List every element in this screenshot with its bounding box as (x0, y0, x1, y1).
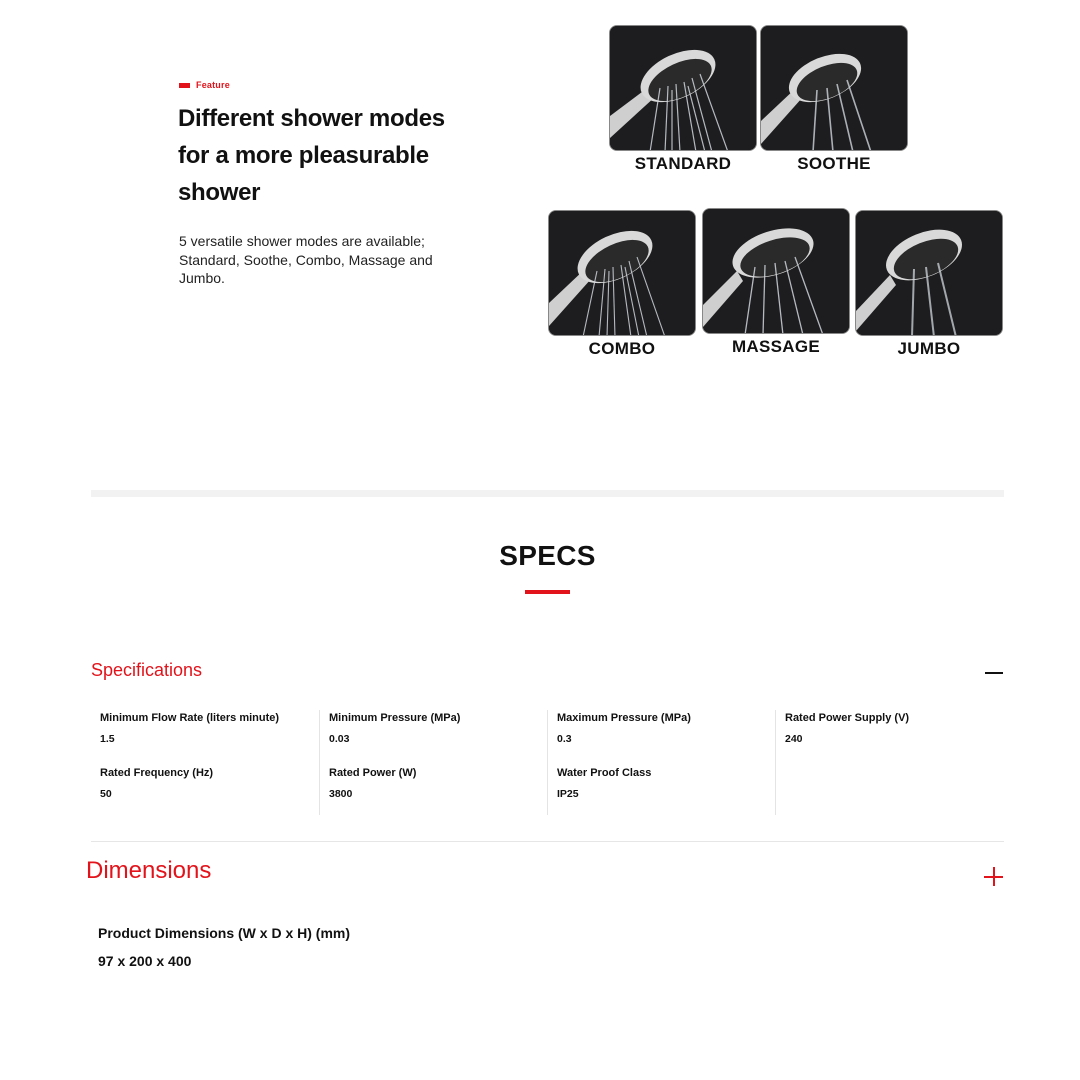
dimensions-accordion-title[interactable]: Dimensions (86, 857, 212, 884)
spec-name: Rated Power (W) (329, 767, 417, 779)
mode-label: STANDARD (634, 154, 732, 173)
spec-value: IP25 (557, 788, 579, 800)
feature-tag-marker (179, 83, 190, 88)
plus-icon[interactable] (984, 867, 1003, 886)
accordion-divider (91, 841, 1004, 842)
specifications-accordion-title[interactable]: Specifications (91, 660, 203, 680)
spec-column (547, 710, 775, 815)
shower-head-soothe-icon (760, 25, 908, 151)
feature-tag (179, 80, 230, 90)
spec-name: Minimum Pressure (MPa) (329, 712, 461, 724)
mode-label: JUMBO (897, 339, 961, 358)
spec-value: 240 (785, 733, 803, 745)
mode-jumbo (855, 210, 1003, 359)
mode-label: SOOTHE (797, 154, 871, 173)
spec-name: Rated Power Supply (V) (785, 712, 910, 724)
specs-heading-underline (525, 590, 570, 594)
shower-head-massage-icon (702, 208, 850, 334)
spec-value: 0.03 (329, 733, 350, 745)
section-divider (91, 490, 1004, 497)
spec-name: Rated Frequency (Hz) (100, 767, 214, 779)
spec-name: Minimum Flow Rate (liters minute) (100, 712, 280, 724)
mode-soothe (760, 25, 908, 174)
mode-label: COMBO (588, 339, 656, 358)
mode-standard (609, 25, 757, 174)
mode-label: MASSAGE (731, 337, 821, 356)
specifications-grid (91, 710, 1004, 815)
spec-column (775, 710, 1003, 815)
specs-heading: SPECS (499, 540, 596, 571)
spec-item (557, 712, 775, 765)
spec-name: Maximum Pressure (MPa) (557, 712, 691, 724)
spec-value: 1.5 (100, 733, 115, 745)
shower-head-combo-icon (548, 210, 696, 336)
spec-value: 50 (100, 788, 112, 800)
spec-value: 3800 (329, 788, 353, 800)
spec-item (557, 767, 775, 820)
dimension-name: Product Dimensions (W x D x H) (mm) (98, 925, 351, 941)
minus-icon[interactable] (985, 672, 1003, 674)
dimension-value: 97 x 200 x 400 (98, 953, 192, 969)
spec-item (785, 712, 1003, 765)
shower-head-jumbo-icon (855, 210, 1003, 336)
spec-item (329, 767, 547, 820)
spec-name: Water Proof Class (557, 767, 652, 779)
spec-column (319, 710, 547, 815)
shower-head-standard-icon (609, 25, 757, 151)
spec-value: 0.3 (557, 733, 572, 745)
feature-description: 5 versatile shower modes are available; Standard, Soothe, Combo, Massage and Jumbo. (179, 233, 433, 286)
mode-massage (702, 208, 850, 357)
feature-section (0, 0, 1080, 440)
spec-item (100, 712, 319, 765)
mode-combo (548, 210, 696, 359)
feature-title: Different shower modes for a more pleasurable shower (178, 105, 445, 206)
spec-column (91, 710, 319, 815)
feature-tag-label: Feature (196, 80, 230, 90)
spec-item (100, 767, 319, 820)
spec-item (329, 712, 547, 765)
